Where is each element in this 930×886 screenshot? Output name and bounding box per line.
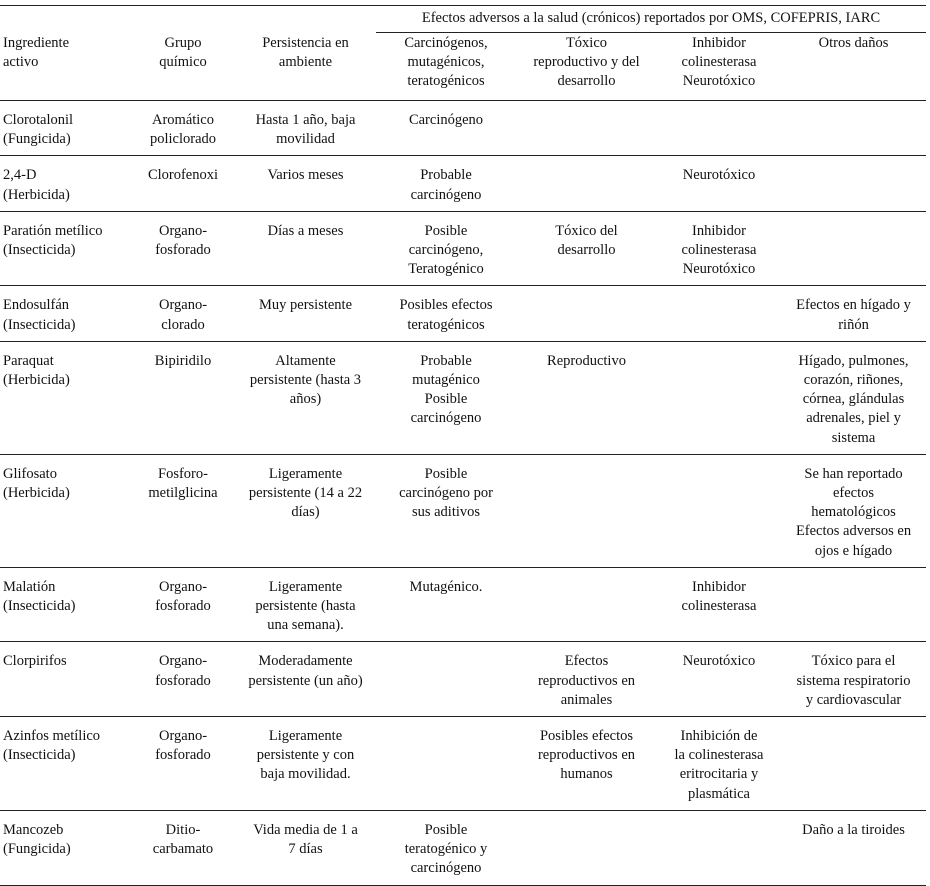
cell-inhibidor: Inhibidor colinesterasa Neurotóxico [681,222,757,278]
cell-persistencia: Varios meses [267,167,344,184]
cell-persistencia: Ligeramente persistente y con baja movilidad. [256,728,355,783]
cell-otros [781,567,926,642]
cell-persistencia: Altamente persistente (hasta 3 años) [249,352,362,408]
cell-persistencia: Moderadamente persistente (un año) [248,653,363,689]
cell-carcinogenos [376,717,516,811]
cell-grupo: Organo- fosforado [155,578,211,615]
cell-toxico-reproductivo: Efectos reproductivos en animales [537,653,636,708]
cell-ingrediente: Clorpirifos [3,653,67,670]
cell-otros [781,717,926,811]
cell-toxico-reproductivo: Reproductivo [547,352,626,369]
table-row [0,211,926,286]
cell-persistencia: Ligeramente persistente (14 a 22 días) [248,465,363,521]
cell-ingrediente: Paraquat (Herbicida) [3,352,70,389]
cell-carcinogenos: Posible teratogénico y carcinógeno [404,821,488,877]
cell-grupo: Organo- fosforado [155,222,211,259]
cell-ingrediente: Endosulfán (Insecticida) [3,297,76,333]
cell-carcinogenos: Posibles efectos teratogénicos [399,297,493,333]
cell-inhibidor: Neurotóxico [682,167,756,184]
cell-grupo: Organo- fosforado [155,728,211,764]
cell-carcinogenos: Posible carcinógeno por sus aditivos [399,465,493,521]
cell-inhibidor: Inhibidor colinesterasa [681,578,757,615]
cell-carcinogenos: Mutagénico. [409,578,483,595]
cell-toxico-reproductivo: Posibles efectos reproductivos en humanos [537,728,636,783]
table-row [0,156,926,211]
pesticide-effects-table [0,6,926,886]
cell-ingrediente: Mancozeb (Fungicida) [3,821,71,858]
header-inhibidor: Inhibidor colinesterasa Neurotóxico [657,33,781,101]
cell-grupo: Aromático policlorado [149,112,217,148]
cell-toxico-reproductivo [516,567,657,642]
cell-persistencia: Ligeramente persistente (hasta una semana). [255,578,356,634]
header-otros: Otros daños [781,33,926,101]
cell-toxico-reproductivo [516,156,657,211]
cell-ingrediente: Clorotalonil (Fungicida) [3,112,74,148]
cell-persistencia: Muy persistente [258,297,353,314]
header-toxico-reproductivo: Tóxico reproductivo y del desarrollo [516,33,657,101]
cell-toxico-reproductivo [516,286,657,341]
header-persistencia: Persistencia en ambiente [235,6,376,101]
cell-inhibidor [657,341,781,454]
cell-grupo: Ditio- carbamato [152,821,214,858]
cell-toxico-reproductivo [516,454,657,567]
cell-carcinogenos [376,642,516,717]
cell-grupo: Organo- clorado [158,297,208,333]
cell-otros: Se han reportado efectos hematológicos Efectos adversos en ojos e hígado [795,465,912,559]
cell-otros: Daño a la tiroides [802,821,905,838]
cell-ingrediente: 2,4-D (Herbicida) [3,167,70,203]
table-row [0,717,926,811]
table-body [0,101,926,886]
cell-inhibidor [657,454,781,567]
header-grupo: Grupo químico [131,6,235,101]
cell-ingrediente: Azinfos metílico (Insecticida) [3,728,101,764]
table-header [0,6,926,101]
cell-carcinogenos: Probable mutagénico Posible carcinógeno [410,352,482,427]
cell-ingrediente: Malatión (Insecticida) [3,578,76,615]
cell-grupo: Bipiridilo [154,352,212,369]
table-row [0,454,926,567]
cell-inhibidor [657,810,781,885]
cell-carcinogenos: Carcinógeno [408,112,484,128]
header-efectos-group: Efectos adversos a la salud (crónicos) reportados por OMS, COFEPRIS, IARC [376,6,926,33]
cell-ingrediente: Paratión metílico (Insecticida) [3,222,103,259]
cell-toxico-reproductivo [516,810,657,885]
cell-persistencia: Días a meses [267,222,344,239]
table-row [0,341,926,454]
header-carcinogenos: Carcinógenos, mutagénicos, teratogénicos [376,33,516,101]
cell-inhibidor [657,286,781,341]
table-row [0,810,926,885]
table-row [0,286,926,341]
header-ingrediente: Ingrediente activo [0,6,131,101]
cell-otros: Hígado, pulmones, corazón, riñones, córnea, glándulas adrenales, piel y sistema [798,352,909,446]
cell-otros [781,156,926,211]
table-row [0,101,926,156]
cell-grupo: Clorofenoxi [147,167,219,184]
cell-otros: Tóxico para el sistema respiratorio y cardiovascular [796,653,911,708]
table-row [0,567,926,642]
cell-carcinogenos: Probable carcinógeno [410,167,482,203]
cell-inhibidor: Inhibición de la colinesterasa eritrocitaria y plasmática [674,728,764,802]
cell-carcinogenos: Posible carcinógeno, Teratogénico [408,222,484,278]
cell-toxico-reproductivo: Tóxico del desarrollo [555,222,618,259]
cell-otros [781,211,926,286]
cell-otros [781,101,926,156]
cell-inhibidor [657,101,781,156]
cell-otros: Efectos en hígado y riñón [796,297,911,333]
table-row [0,642,926,717]
cell-toxico-reproductivo [516,101,657,156]
cell-grupo: Fosforo- metilglicina [148,465,218,502]
cell-inhibidor: Neurotóxico [682,653,756,670]
cell-persistencia: Hasta 1 año, baja movilidad [255,112,356,148]
cell-persistencia: Vida media de 1 a 7 días [253,821,358,858]
cell-ingrediente: Glifosato (Herbicida) [3,465,70,502]
cell-grupo: Organo- fosforado [155,653,211,689]
